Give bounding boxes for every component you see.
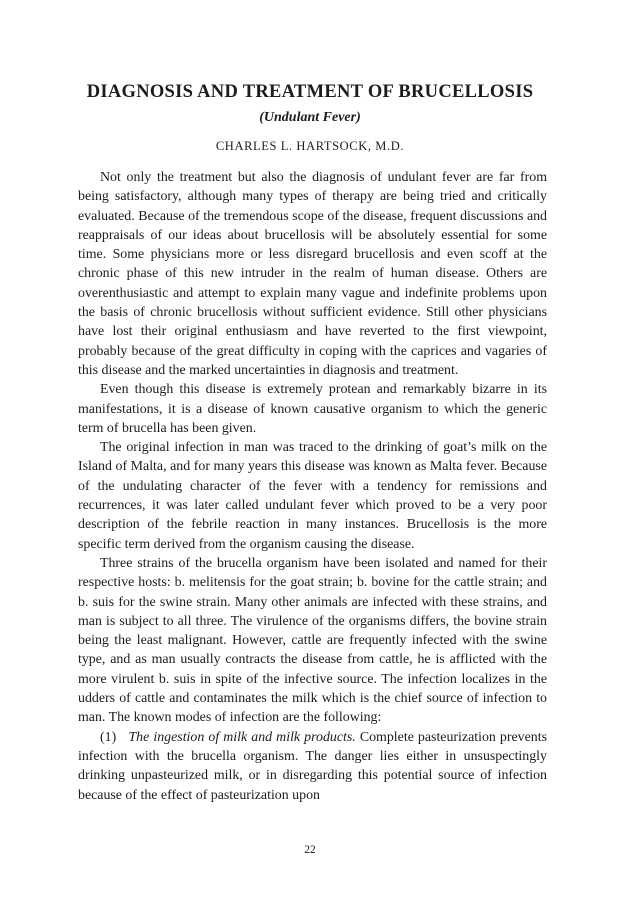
article-title: DIAGNOSIS AND TREATMENT OF BRUCELLOSIS [86,82,534,102]
item-heading: The ingestion of milk and milk products. [128,729,356,745]
item-number: (1) [100,729,117,745]
paragraph: Three strains of the brucella organism have been isolated and named for their respective hosts: b. melitensis for the goat strain; b. bovine for the cattle strain; and b. suis for the swine strain. Many other animals are infected with these strains, and man is subject to all three. The virulence of the organisms differs, the bovine strain being the least malignant. However, cattle are frequently infected with the swine type, and as man usually contracts the disease from cattle, he is afflicted with the more virulent b. suis in spite of the infective source. The infection localizes in the udders of cattle and contaminates the milk which is the chief source of infection to man. The known modes of infection are the following: [78,555,547,726]
author-byline: CHARLES L. HARTSOCK, M.D. [215,139,405,153]
item-text: Complete pasteurization prevents infection with the brucella organism. The danger lies either in unsuspectingly drinking unpasteurized milk, or in disregarding this potential source of infection because of the effect of pasteurization upon [78,729,547,803]
paragraph: Not only the treatment but also the diagnosis of undulant fever are far from being satisfactory, although many types of therapy are being tried and critically evaluated. Because of the tremendous scope of the disease, frequent discussions and reappraisals of our ideas about brucellosis will be absolutely essential for some time. Some physicians more or less disregard brucellosis and even scoff at the chronic phase of this new intruder in the realm of human disease. Others are overenthusiastic and attempt to explain many vague and indefinite problems upon the basis of chronic brucellosis without sufficient evidence. Still other physicians have lost their original enthusiasm and have reverted to the first viewpoint, probably because of the great difficulty in coping with the caprices and vagaries of this disease and the marked uncertainties in diagnosis and treatment. [78,170,547,378]
page-number: 22 [304,844,316,856]
numbered-item [78,728,547,805]
paragraph: The original infection in man was traced to the drinking of goat’s milk on the Island of Malta, and for many years this disease was known as Malta fever. Because of the undulating character of the fever with a tendency for remissions and recurrences, it was later called undulant fever which proved to be a very poor description of the febrile reaction in many instances. Brucellosis is the more specific term derived from the organism causing the disease. [78,440,547,552]
article-body [78,168,547,805]
paragraph: Even though this disease is extremely protean and remarkably bizarre in its manifestations, it is a disease of known causative organism to which the generic term of brucella has been given. [78,382,547,436]
article-subtitle: (Undulant Fever) [259,110,361,125]
